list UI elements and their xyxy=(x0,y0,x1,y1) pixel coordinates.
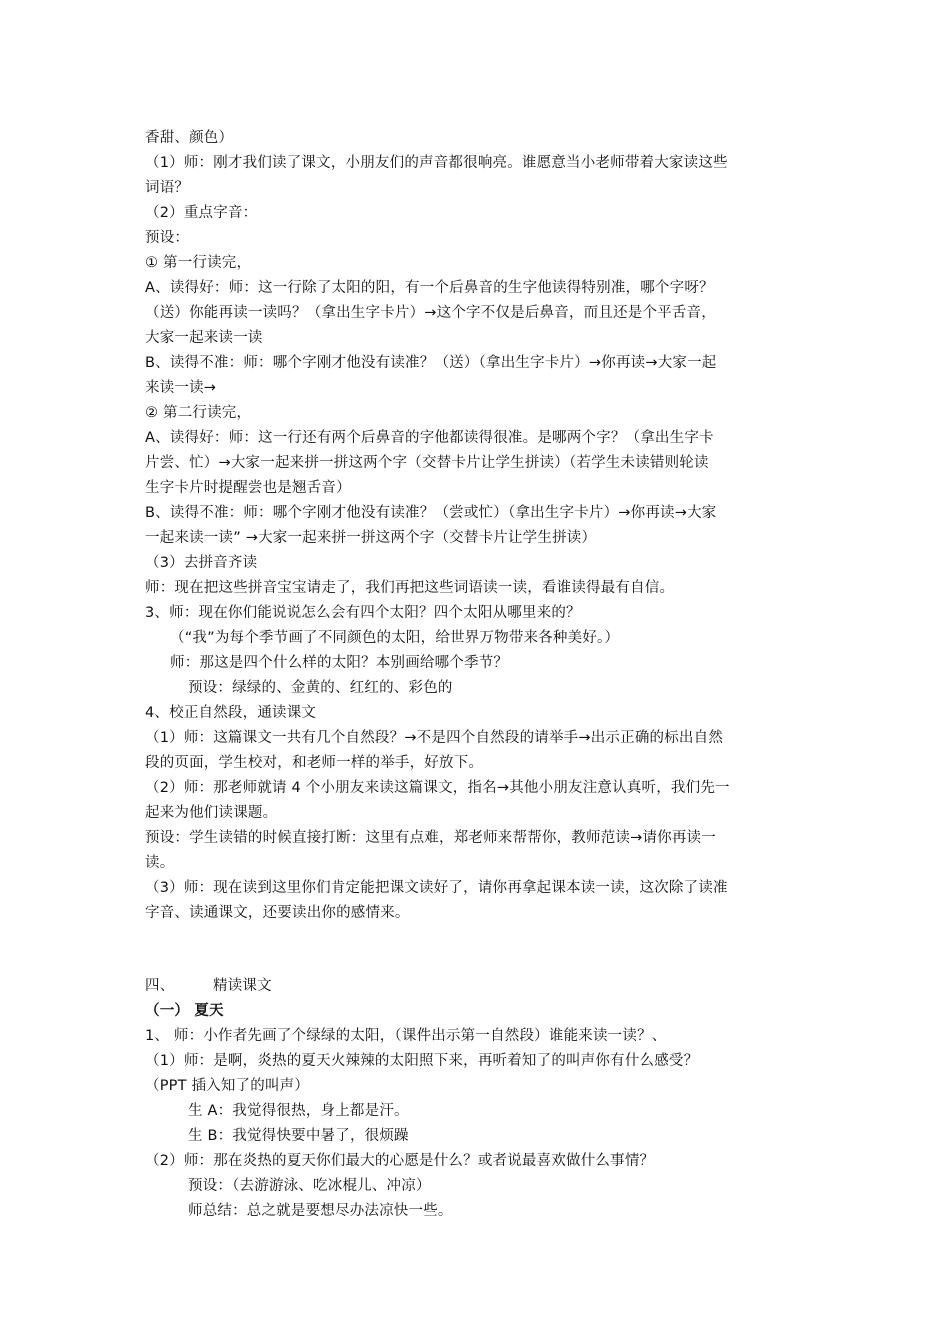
text-line: （PPT 插入知了的叫声） xyxy=(145,1078,310,1094)
text-line: （2）师：那老师就请 4 个小朋友来读这篇课文，指名→其他小朋友注意认真听，我们先一 xyxy=(145,780,730,796)
text-line: 3、师：现在你们能说说怎么会有四个太阳？四个太阳从哪里来的？ xyxy=(145,605,581,621)
text-line: 生字卡片时提醒尝也是翘舌音） xyxy=(145,480,351,496)
text-line: B、读得不准：师：哪个字刚才他没有读准？（送）（拿出生字卡片）→你再读→大家一起 xyxy=(145,355,717,371)
text-line: 香甜、颜色） xyxy=(145,130,234,146)
text-line: （2）师：那在炎热的夏天你们最大的心愿是什么？或者说最喜欢做什么事情？ xyxy=(145,1153,655,1169)
text-line: 词语？ xyxy=(145,180,190,196)
text-line: ① 第一行读完， xyxy=(145,255,252,271)
text-line: 师：现在把这些拼音宝宝请走了，我们再把这些词语读一读，看谁读得最有自信。 xyxy=(145,580,675,596)
text-line: A、读得好：师：这一行除了太阳的阳，有一个后鼻音的生字他读得特别准，哪个字呀？ xyxy=(145,280,714,296)
text-line: 1、 师：小作者先画了个绿绿的太阳，（课件出示第一自然段）谁能来读一读？、 xyxy=(145,1028,667,1044)
text-line: 字音、读通课文，还要读出你的感情来。 xyxy=(145,905,410,921)
text-line: 读。 xyxy=(145,855,175,871)
text-line: 预设：学生读错的时候直接打断：这里有点难，郑老师来帮帮你，教师范读→请你再读一 xyxy=(145,830,716,846)
text-line: （送）你能再读一读吗？（拿出生字卡片）→这个字不仅是后鼻音，而且还是个平舌音， xyxy=(145,305,716,321)
text-line: 4、校正自然段，通读课文 xyxy=(145,705,317,721)
text-line: （1）师：是啊，炎热的夏天火辣辣的太阳照下来，再听着知了的叫声你有什么感受？ xyxy=(145,1053,699,1069)
text-line: （3）师：现在读到这里你们肯定能把课文读好了，请你再拿起课本读一读，这次除了读准 xyxy=(145,880,728,896)
text-line: 起来为他们读课题。 xyxy=(145,805,278,821)
text-line: 来读一读→ xyxy=(145,380,217,396)
text-line: A、读得好：师：这一行还有两个后鼻音的字他都读得很准。是哪两个字？（拿出生字卡 xyxy=(145,430,714,446)
text-line: 生 A：我觉得很热，身上都是汗。 xyxy=(188,1103,409,1119)
text-line: （“我”为每个季节画了不同颜色的太阳，给世界万物带来各种美好。） xyxy=(170,630,620,646)
section-number: 四、 xyxy=(145,978,175,994)
text-line: （1）师：刚才我们读了课文，小朋友们的声音都很响亮。谁愿意当小老师带着大家读这些 xyxy=(145,155,728,171)
section-heading xyxy=(145,976,825,996)
text-line: 片尝、忙）→大家一起来拼一拼这两个字（交替卡片让学生拼读）（若学生未读错则轮读 xyxy=(145,455,709,471)
text-line: 预设： xyxy=(145,230,190,246)
text-line: 大家一起来读一读 xyxy=(145,330,263,346)
text-line: （2）重点字音： xyxy=(145,205,258,221)
text-line: 一起来读一读” →大家一起来拼一拼这两个字（交替卡片让学生拼读） xyxy=(145,530,597,546)
section-title: 精读课文 xyxy=(213,978,272,994)
subsection-heading: （一） 夏天 xyxy=(145,1003,224,1019)
text-line: 段的页面，学生校对，和老师一样的举手，好放下。 xyxy=(145,755,484,771)
text-line: 预设：绿绿的、金黄的、红红的、彩色的 xyxy=(188,680,453,696)
text-line: 生 B：我觉得快要中暑了，很烦躁 xyxy=(188,1128,409,1144)
text-line: （1）师：这篇课文一共有几个自然段？→不是四个自然段的请举手→出示正确的标出自然 xyxy=(145,730,724,746)
text-line: 预设：（去游游泳、吃冰棍儿、冲凉） xyxy=(188,1178,431,1194)
text-line: ② 第二行读完， xyxy=(145,405,252,421)
text-line: B、读得不准：师：哪个字刚才他没有读准？（尝或忙）（拿出生字卡片）→你再读→大家 xyxy=(145,505,717,521)
text-line: （3）去拼音齐读 xyxy=(145,555,258,571)
text-line: 师总结：总之就是要想尽办法凉快一些。 xyxy=(188,1203,453,1219)
text-line: 师：那这是四个什么样的太阳？本别画给哪个季节？ xyxy=(170,655,509,671)
